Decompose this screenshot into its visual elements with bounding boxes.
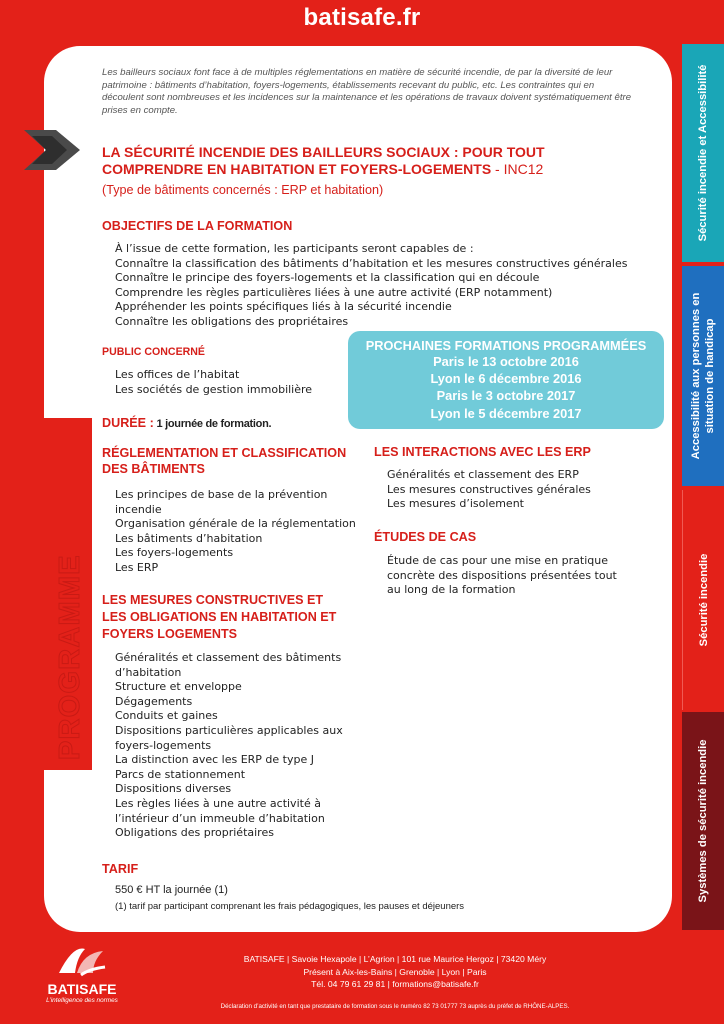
list-item: concrète des dispositions présentées tout: [387, 568, 617, 582]
list-item: Les mesures constructives générales: [387, 482, 591, 496]
heading-line: LES MESURES CONSTRUCTIVES ET: [102, 593, 324, 607]
list-item: Les règles liées à une autre activité à: [115, 796, 321, 810]
tab-label: Systèmes de sécurité incendie: [697, 739, 709, 903]
list-item: au long de la formation: [387, 583, 516, 597]
tab-accessibilite-handicap[interactable]: [682, 266, 724, 486]
list-item: foyers-logements: [115, 738, 212, 752]
list-item: Dispositions diverses: [115, 782, 232, 796]
intro-paragraph: Les bailleurs sociaux font face à de multiples réglementations en matière de sécurité incendie, de par la diversité de leur patrimoine : bâtiments d’habitation, foyers-logements, établissements recevant du public, etc. Les contraintes qui en découlent sont nombreuses et les incidences sur la maintenance et les opérations de travaux doivent systématiquement être prises en compte.: [102, 67, 632, 116]
course-code: - INC12: [491, 161, 544, 177]
duration-value: 1 journée de formation.: [153, 418, 272, 430]
section-list-interactions-erp: [387, 468, 647, 512]
footer: [140, 953, 650, 1013]
list-item: Généralités et classement des bâtiments: [115, 651, 342, 664]
session-date: Paris le 3 octobre 2017: [436, 388, 576, 404]
list-item: Étude de cas pour une mise en pratique: [387, 554, 608, 567]
tab-label: [689, 293, 717, 460]
list-item: Les bâtiments d’habitation: [115, 531, 263, 545]
course-subtitle: (Type de bâtiments concernés : ERP et habitation): [102, 183, 384, 197]
list-item: Connaître la classification des bâtiments d’habitation et les mesures constructives générales: [115, 256, 628, 270]
list-item: Les sociétés de gestion immobilière: [115, 382, 313, 396]
tab-label: Sécurité incendie: [698, 553, 710, 647]
list-item: incendie: [115, 502, 162, 516]
logo-mark-icon: [55, 943, 109, 979]
list-item: Dispositions particulières applicables aux: [115, 723, 343, 737]
heading-line: DES BÂTIMENTS: [102, 461, 205, 476]
tarif-heading: TARIF: [102, 862, 139, 876]
list-item: Connaître le principe des foyers-logements et la classification qui en découle: [115, 271, 540, 285]
list-item: La distinction avec les ERP de type J: [115, 753, 314, 767]
list-item: Les principes de base de la prévention: [115, 488, 328, 501]
footer-locations: Présent à Aix-les-Bains | Grenoble | Lyon | Paris: [303, 966, 487, 977]
site-header: batisafe.fr: [303, 4, 421, 31]
programme-label: PROGRAMME: [54, 554, 86, 760]
section-list-mesures: [115, 651, 365, 841]
duration: [102, 414, 271, 432]
list-item: Les foyers-logements: [115, 546, 234, 560]
tab-label-line-2: situation de handicap: [704, 318, 716, 434]
section-list-etudes-de-cas: [387, 554, 647, 598]
list-item: Conduits et gaines: [115, 709, 218, 723]
section-list-reglementation: [115, 488, 365, 576]
list-item: Organisation générale de la réglementation: [115, 517, 356, 531]
upcoming-sessions-box: [348, 331, 664, 429]
logo-tagline: L’intelligence des normes: [46, 997, 118, 1004]
heading-line: RÉGLEMENTATION ET CLASSIFICATION: [102, 446, 347, 460]
audience-heading: PUBLIC CONCERNÉ: [102, 346, 205, 358]
objectives-heading: OBJECTIFS DE LA FORMATION: [102, 219, 293, 233]
tab-securite-incendie-accessibilite[interactable]: [682, 44, 724, 262]
list-item: Les mesures d’isolement: [387, 497, 524, 511]
session-date: Lyon le 5 décembre 2017: [430, 405, 582, 421]
list-item: Les offices de l’habitat: [115, 368, 240, 381]
list-item: l’intérieur d’un immeuble d’habitation: [115, 811, 325, 825]
logo-name: BATISAFE: [47, 981, 117, 997]
list-item: Appréhender les points spécifiques liés à la sécurité incendie: [115, 300, 452, 314]
course-title-line-2: COMPRENDRE EN HABITATION ET FOYERS-LOGEMENTS: [102, 161, 492, 177]
list-item: Structure et enveloppe: [115, 680, 242, 694]
batisafe-logo: [40, 943, 124, 1004]
tab-label-line-1: Accessibilité aux personnes en: [690, 292, 702, 460]
footer-contact: Tél. 04 79 61 29 81 | formations@batisafe.fr: [311, 979, 479, 989]
tab-systemes-securite-incendie[interactable]: [682, 712, 724, 930]
objectives-list: [115, 242, 655, 330]
session-date: Paris le 13 octobre 2016: [433, 354, 579, 369]
tab-label: Sécurité incendie et Accessibilité: [697, 64, 709, 242]
list-item: Dégagements: [115, 694, 193, 708]
audience-list: [115, 368, 345, 397]
footer-declaration: Déclaration d’activité en tant que prestataire de formation sous le numéro 82 73 01777 73 auprès du préfet de RHÔNE-ALPES.: [220, 1002, 570, 1010]
section-heading-reglementation: [102, 446, 352, 477]
session-date: Lyon le 6 décembre 2016: [430, 371, 582, 387]
heading-line: LES OBLIGATIONS EN HABITATION ET: [102, 610, 337, 624]
section-heading-mesures: [102, 592, 352, 643]
duration-label: DURÉE :: [102, 416, 154, 430]
section-heading-interactions-erp: LES INTERACTIONS AVEC LES ERP: [374, 445, 591, 459]
list-item: Parcs de stationnement: [115, 767, 246, 781]
course-title-line-1: LA SÉCURITÉ INCENDIE DES BAILLEURS SOCIAUX : POUR TOUT: [102, 144, 545, 160]
footer-address: BATISAFE | Savoie Hexapole | L’Agrion | 101 rue Maurice Hergoz | 73420 Méry: [243, 954, 547, 964]
list-item: Les ERP: [115, 560, 159, 574]
heading-line: FOYERS LOGEMENTS: [102, 627, 238, 641]
tarif-note: (1) tarif par participant comprenant les frais pédagogiques, les pauses et déjeuners: [115, 901, 465, 912]
tab-securite-incendie[interactable]: [682, 490, 724, 710]
section-heading-etudes-de-cas: ÉTUDES DE CAS: [374, 530, 477, 544]
list-item: Connaître les obligations des propriétaires: [115, 314, 349, 328]
list-item: Généralités et classement des ERP: [387, 468, 579, 481]
chevron-right-icon: [22, 128, 84, 172]
sessions-heading: PROCHAINES FORMATIONS PROGRAMMÉES: [365, 338, 647, 353]
list-item: Obligations des propriétaires: [115, 826, 274, 840]
course-title: [102, 144, 662, 178]
tarif-price: 550 € HT la journée (1): [115, 884, 228, 896]
list-item: Comprendre les règles particulières liées à une autre activité (ERP notamment): [115, 285, 553, 299]
list-item: d’habitation: [115, 665, 182, 679]
list-item: À l’issue de cette formation, les participants seront capables de :: [115, 242, 474, 255]
